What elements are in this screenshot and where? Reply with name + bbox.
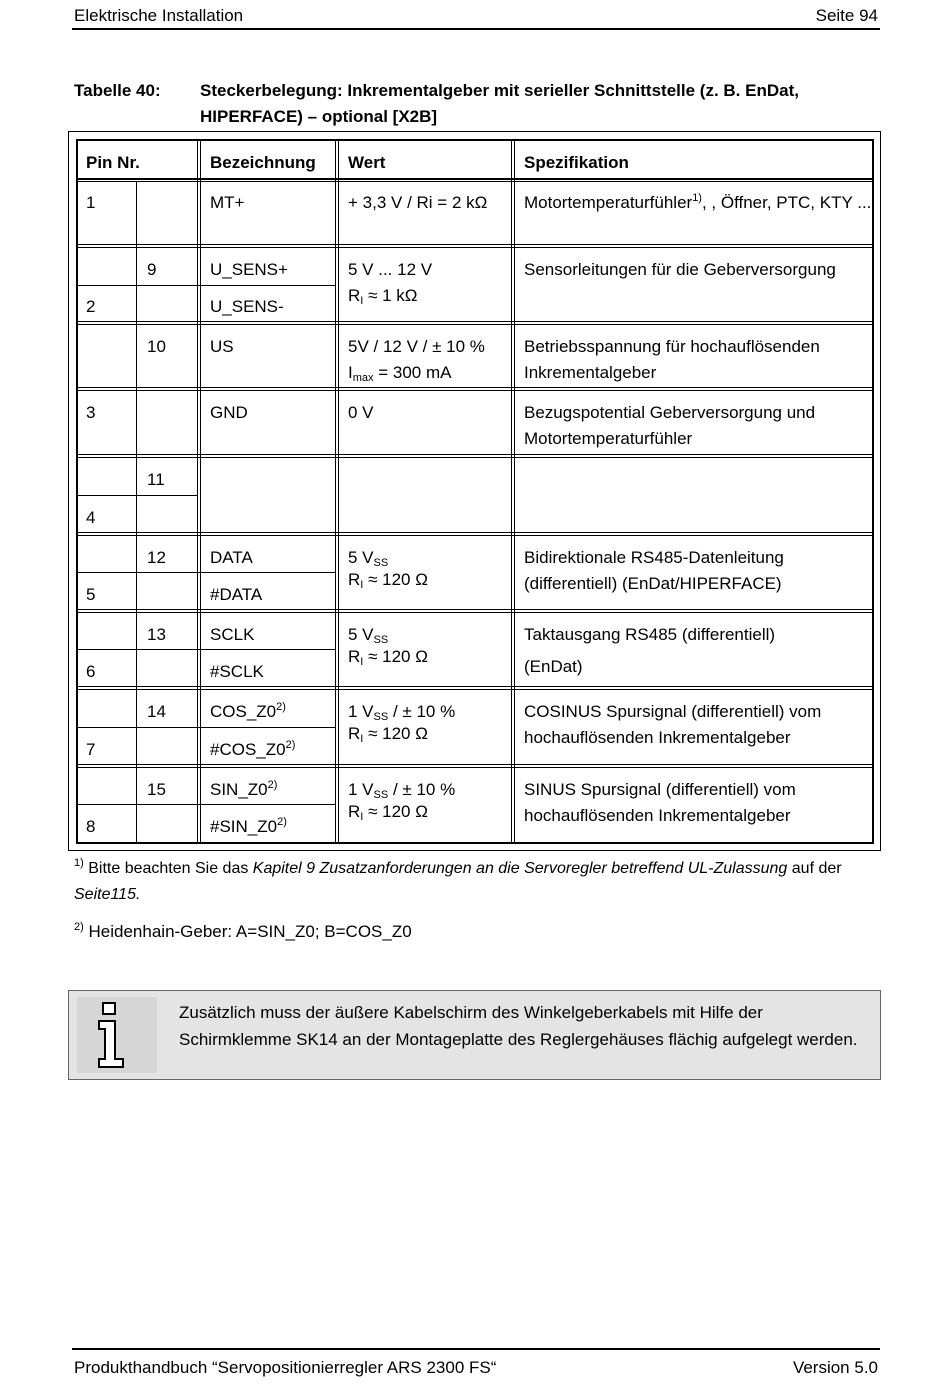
signal-name: MT+	[210, 193, 245, 212]
signal-value: 5 $V_{SS}$ $R_I \approx 120$ Ω	[348, 548, 428, 591]
signal-name: #DATA	[210, 585, 263, 604]
signal-spec: Motortemperaturfühler$^{1)}$, , Öffner, PTC, KTY ...	[524, 192, 872, 212]
pin-number: 8	[86, 817, 96, 836]
signal-name: SIN_Z0$^{2)}$	[210, 779, 278, 799]
caption-title: Steckerbelegung: Inkrementalgeber mit serieller Schnittstelle (z. B. EnDat, HIPERFACE) – optional [X2B]	[200, 81, 799, 126]
header-page-number: Seite 94	[815, 6, 878, 25]
signal-name: U_SENS+	[210, 260, 288, 279]
signal-value: 1 $V_{SS}$ / ± 10 % $R_I \approx 120$ Ω	[348, 702, 456, 745]
pin-number: 5	[86, 585, 96, 604]
signal-name: #SCLK	[210, 662, 264, 681]
signal-name: #COS_Z0$^{2)}$	[210, 739, 296, 759]
signal-spec: COSINUS Spursignal (differentiell) vom hochauflösenden Inkrementalgeber	[524, 702, 822, 747]
signal-name: DATA	[210, 548, 253, 567]
signal-spec: SINUS Spursignal (differentiell) vom hochauflösenden Inkrementalgeber	[524, 780, 796, 825]
col-header-pin: Pin Nr.	[86, 153, 140, 172]
pin-number: 2	[86, 297, 96, 316]
pin-number: 14	[147, 702, 166, 721]
signal-value: 5V / 12 V / ± 10 % $I_{max} = 300$ mA	[348, 337, 485, 384]
caption-number: Tabelle 40:	[74, 81, 161, 100]
signal-name: SCLK	[210, 625, 255, 644]
signal-spec: Bezugspotential Geberversorgung und Motortemperaturfühler	[524, 403, 816, 448]
note-text: Zusätzlich muss der äußere Kabelschirm des Winkelgeberkabels mit Hilfe der Schirmklemme SK14 an der Montageplatte des Reglergehäuses flächig aufgelegt werden.	[179, 1003, 858, 1049]
pin-number: 11	[147, 470, 165, 489]
pin-number: 6	[86, 662, 96, 681]
signal-value: 5 $V_{SS}$ $R_I \approx 120$ Ω	[348, 625, 428, 668]
signal-value: 0 V	[348, 403, 374, 422]
signal-spec: Bidirektionale RS485-Datenleitung (differentiell) (EnDat/HIPERFACE)	[524, 548, 784, 593]
col-header-value: Wert	[348, 153, 386, 172]
pin-number: 4	[86, 508, 96, 527]
signal-value: + 3,3 V / Ri = 2 kΩ	[348, 193, 488, 212]
signal-value: 5 V ... 12 V $R_I \approx 1$ kΩ	[348, 260, 433, 307]
page-header	[72, 6, 880, 30]
col-header-name: Bezeichnung	[210, 153, 316, 172]
info-note	[68, 990, 881, 1080]
footnote-2: $^{2)}$ Heidenhain-Geber: A=SIN_Z0; B=COS_Z0	[74, 921, 412, 941]
pin-number: 15	[147, 780, 166, 799]
signal-name: US	[210, 337, 234, 356]
page-footer	[72, 1348, 880, 1377]
signal-value: 1 $V_{SS}$ / ± 10 % $R_I \approx 120$ Ω	[348, 780, 456, 823]
signal-name: GND	[210, 403, 248, 422]
header-section-title: Elektrische Installation	[74, 6, 244, 25]
signal-spec: Taktausgang RS485 (differentiell) (EnDat)	[524, 625, 776, 676]
signal-spec: Sensorleitungen für die Geberversorgung	[524, 260, 836, 279]
pin-number: 1	[86, 193, 96, 212]
pin-number: 3	[86, 403, 96, 422]
footer-manual-title: Produkthandbuch “Servopositionierregler ARS 2300 FS“	[74, 1358, 497, 1377]
pin-number: 13	[147, 625, 166, 644]
footer-version: Version 5.0	[792, 1358, 878, 1377]
signal-name: #SIN_Z0$^{2)}$	[210, 816, 287, 836]
pin-number: 9	[147, 260, 157, 279]
signal-spec: Betriebsspannung für hochauflösenden Inkrementalgeber	[524, 337, 820, 382]
info-icon	[77, 997, 157, 1073]
pin-number: 10	[147, 337, 166, 356]
signal-name: U_SENS-	[210, 297, 284, 316]
footnote-1: $^{1)}$ Bitte beachten Sie das Kapitel 9 Zusatzanforderungen an die Servoregler betreffend UL-Zulassung auf der Seite115.	[74, 857, 842, 903]
pin-number: 7	[86, 740, 96, 759]
col-header-spec: Spezifikation	[524, 153, 629, 172]
pin-number: 12	[147, 548, 166, 567]
signal-name: COS_Z0$^{2)}$	[210, 701, 286, 721]
